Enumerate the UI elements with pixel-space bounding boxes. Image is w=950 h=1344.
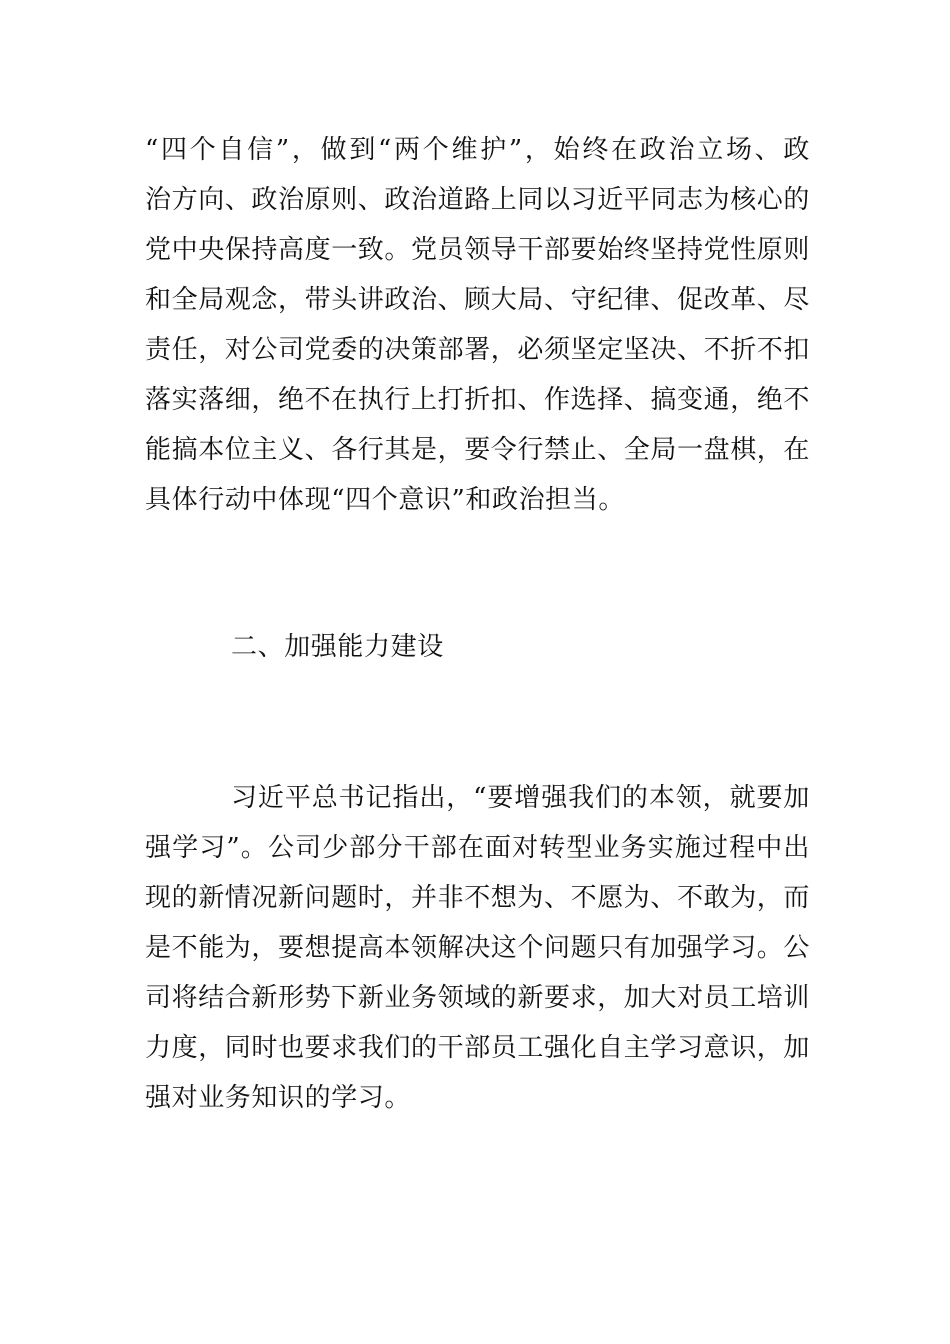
paragraph-line: 治方向、政治原则、政治道路上同以习近平同志为核心的 (145, 185, 811, 215)
paragraph-political-alignment (145, 125, 810, 525)
paragraph-line: 责任，对公司党委的决策部署，必须坚定坚决、不折不扣 (145, 335, 811, 365)
paragraph-line: 习近平总书记指出，“要增强我们的本领，就要加 (231, 783, 810, 813)
paragraph-line: 司将结合新形势下新业务领域的新要求，加大对员工培训 (145, 983, 811, 1013)
paragraph-line: 落实落细，绝不在执行上打折扣、作选择、搞变通，绝不 (145, 385, 811, 415)
paragraph-line: 力度，同时也要求我们的干部员工强化自主学习意识，加 (145, 1033, 811, 1063)
paragraph-line: 党中央保持高度一致。党员领导干部要始终坚持党性原则 (145, 235, 811, 265)
paragraph-line: 是不能为，要想提高本领解决这个问题只有加强学习。公 (145, 933, 811, 963)
paragraph-line: 现的新情况新问题时，并非不想为、不愿为、不敢为，而 (145, 883, 811, 913)
paragraph-strengthen-learning (145, 773, 810, 1123)
section-heading-text: 二、加强能力建设 (231, 632, 444, 662)
paragraph-line: “四个自信”，做到“两个维护”，始终在政治立场、政 (145, 135, 810, 165)
paragraph-line: 强学习”。公司少部分干部在面对转型业务实施过程中出 (145, 833, 810, 863)
section-heading-capacity-building (145, 622, 810, 672)
paragraph-line: 具体行动中体现“四个意识”和政治担当。 (145, 485, 625, 515)
paragraph-line: 和全局观念，带头讲政治、顾大局、守纪律、促改革、尽 (145, 285, 811, 315)
paragraph-line: 强对业务知识的学习。 (145, 1083, 412, 1113)
paragraph-line: 能搞本位主义、各行其是，要令行禁止、全局一盘棋，在 (145, 435, 811, 465)
